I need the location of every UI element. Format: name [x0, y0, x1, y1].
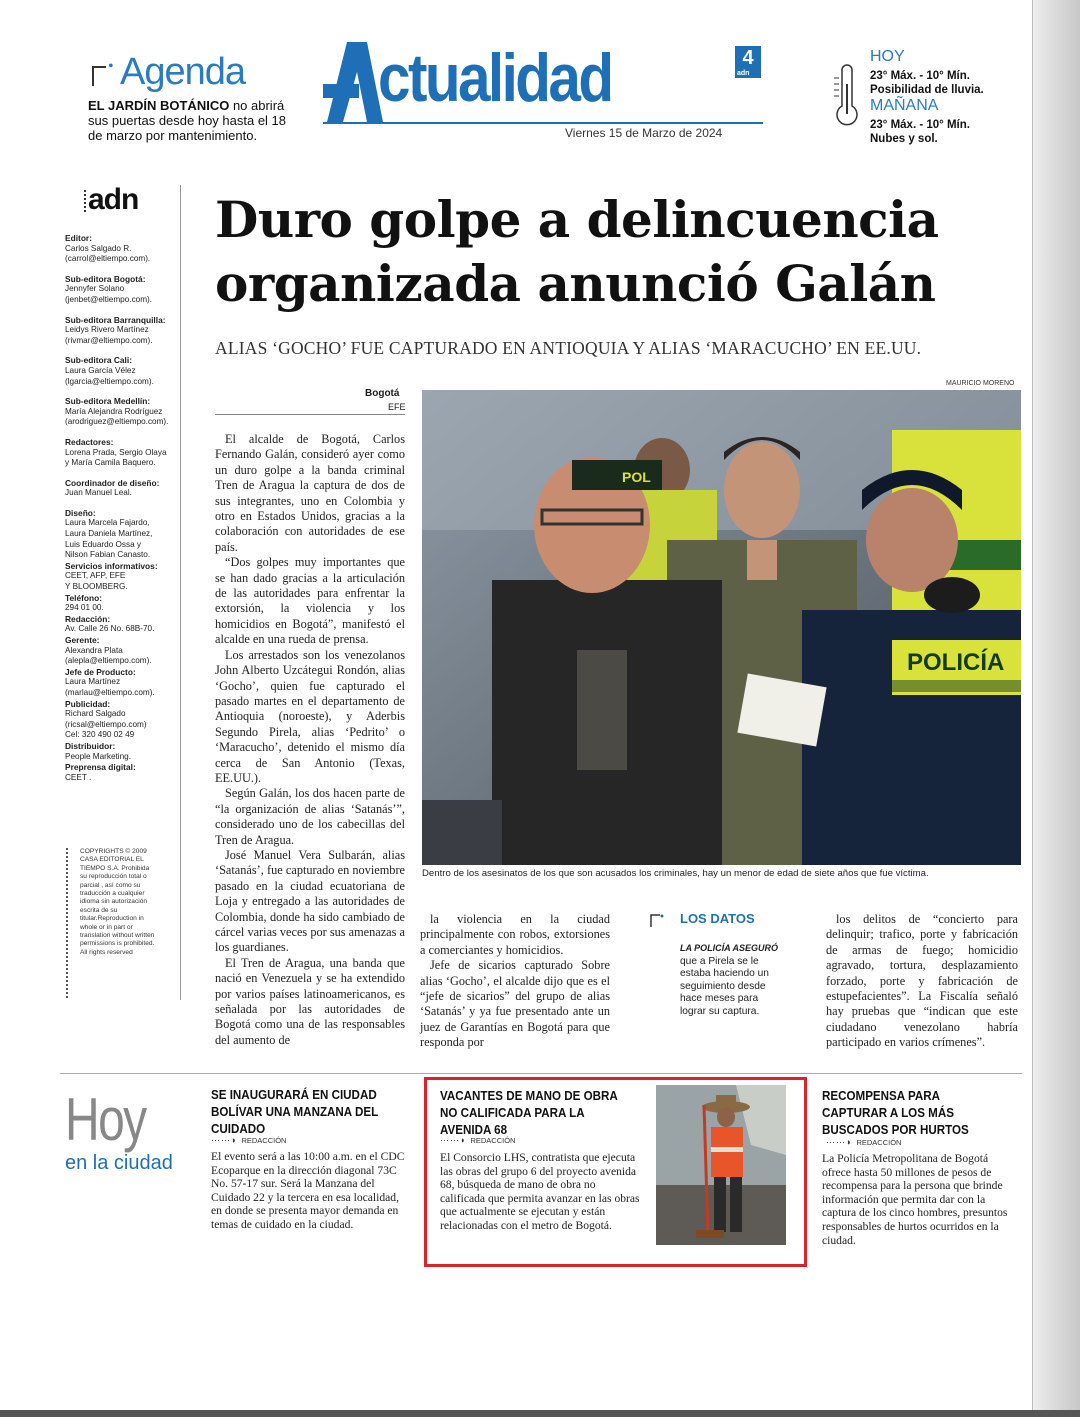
- article-paragraph: la violencia en la ciudad principalmente con robos, extorsiones a comerciantes y homicidios.: [420, 912, 610, 957]
- article-column-4: [826, 912, 1018, 1051]
- staff-line: Carlos Salgado R.: [65, 243, 132, 253]
- staff-line: María Alejandra Rodríguez: [65, 406, 163, 416]
- page-edge-shadow: [1033, 0, 1080, 1417]
- weather-tomorrow-temp: 23° Máx. - 10° Mín.: [870, 119, 970, 131]
- staff-line: Laura Marcela Fajardo,: [65, 518, 150, 528]
- brief-2-title: VACANTES DE MANO DE OBRA NO CALIFICADA PARA LA AVENIDA 68: [440, 1088, 618, 1137]
- brief-2-text: El Consorcio LHS, contratista que ejecuta las obras del grupo 6 del proyecto avenida 68, búsqueda de mano de obra no calificada que permita avanzar en las obras que actualmente se ejecutan y están relacionadas con el metro de Bogotá.: [440, 1151, 640, 1232]
- section-divider: [60, 1073, 1022, 1074]
- article-paragraph: Según Galán, los dos hacen parte de “la organización de alias ‘Satanás’”, considerado uno de los cabecillas del Tren de Aragua.: [215, 786, 405, 847]
- brief-2-byline-label: REDACCIÓN: [470, 1136, 516, 1145]
- staff-line: (rivmar@eltiempo.com).: [65, 335, 153, 345]
- staff-line: 294 01 00.: [65, 603, 104, 613]
- staff-line: Leidys Rivero Martínez: [65, 325, 149, 335]
- staff-line: Juan Manuel Leal.: [65, 488, 132, 498]
- brief-3-text: La Policía Metropolitana de Bogotá ofrece hasta 50 millones de pesos de recompensa para la persona que brinde información que permita dar con la captura de los cinco hombres, presuntos responsables de hurtos ocurridos en la ciudad.: [822, 1152, 1008, 1247]
- article-paragraph: Jefe de sicarios capturado Sobre alias ‘Gocho’, el alcalde dijo que es el “jefe de sicarios” del grupo de alias ‘Satanás’ y ya fue presentado ante un juez de Garantías en Bogotá para que responda por: [420, 958, 610, 1050]
- staff-role: Coordinador de diseño:: [65, 477, 160, 488]
- staff-role: Diseño:: [65, 507, 96, 518]
- brief-3-title: RECOMPENSA PARA CAPTURAR A LOS MÁS BUSCADOS POR HURTOS: [822, 1088, 969, 1137]
- header-divider: [323, 122, 763, 124]
- staff-role: Sub-editora Bogotá:: [65, 273, 146, 284]
- weather-tomorrow-desc: Nubes y sol.: [870, 133, 938, 145]
- staff-line: (alepla@eltiempo.com).: [65, 656, 152, 666]
- svg-text:POLICÍA: POLICÍA: [907, 649, 1005, 676]
- article-deck: ALIAS ‘GOCHO’ FUE CAPTURADO EN ANTIOQUIA Y ALIAS ‘MARACUCHO’ EN EE.UU.: [215, 338, 922, 358]
- staff-entry: [65, 561, 181, 593]
- page-badge: adn: [737, 70, 750, 77]
- staff-entry: [65, 478, 181, 499]
- staff-entry: [65, 355, 181, 387]
- article-column-1: [215, 432, 405, 1048]
- staff-line: Alexandra Plata: [65, 645, 123, 655]
- staff-role: Gerente:: [65, 635, 100, 645]
- staff-entry: [65, 635, 181, 667]
- article-headline: Duro golpe a delincuencia organizada anunció Galán: [215, 190, 939, 313]
- brief-1-title: SE INAUGURARÁ EN CIUDAD BOLÍVAR UNA MANZANA DEL CUIDADO: [211, 1087, 378, 1136]
- staff-line: CEET .: [65, 772, 92, 782]
- staff-role: Teléfono:: [65, 592, 103, 603]
- staff-role: Preprensa digital:: [65, 762, 136, 773]
- svg-text:POL: POL: [622, 469, 651, 485]
- staff-role: Servicios informativos:: [65, 560, 158, 571]
- byline-dots-icon: ⋯⋯◗: [826, 1137, 853, 1147]
- article-paragraph: los delitos de “concierto para delinquir; trafico, porte y fabricación de armas de fuego; homicidio agravado, tortura, desplazamiento forzado, porte y fabricación de estupefacientes”. La Fiscalía señaló hay pruebas que “indican que este ciudadano venezolano habría participado en varios crímenes”.: [826, 912, 1018, 1050]
- weather-today-desc: Posibilidad de lluvia.: [870, 84, 984, 96]
- section-title: ctualidad: [378, 40, 612, 116]
- worker-photo: [656, 1085, 786, 1245]
- staff-role: Redactores:: [65, 436, 114, 447]
- staff-list: [65, 233, 181, 783]
- staff-line: Laura Daniela Martínez,: [65, 529, 153, 539]
- staff-line: Richard Salgado: [65, 709, 126, 719]
- photo-caption: Dentro de los asesinatos de los que son acusados los criminales, hay un menor de edad de siete años que fue víctima.: [422, 868, 929, 879]
- staff-role: Publicidad:: [65, 698, 111, 709]
- weather-today-text: [870, 69, 984, 97]
- staff-line: (marlau@eltiempo.com).: [65, 687, 155, 697]
- brief-2-byline: [440, 1130, 515, 1148]
- staff-line: Y BLOOMBERG.: [65, 582, 128, 592]
- staff-entry: [65, 315, 181, 347]
- staff-entry: [65, 233, 181, 265]
- staff-role: Sub-editora Cali:: [65, 355, 133, 366]
- los-datos-title: LOS DATOS: [680, 911, 755, 926]
- staff-line: Luis Eduardo Ossa y: [65, 539, 142, 549]
- photo-credit: MAURICIO MORENO: [946, 380, 1015, 387]
- byline-dots-icon: ⋯⋯◗: [440, 1135, 467, 1145]
- weather-today-label: HOY: [870, 48, 905, 65]
- brief-3-byline-label: REDACCIÓN: [856, 1138, 902, 1147]
- staff-role: Redacción:: [65, 613, 111, 624]
- weather-tomorrow-text: [870, 118, 970, 146]
- staff-role: Editor:: [65, 233, 92, 243]
- weather-today-temp: 23° Máx. - 10° Mín.: [870, 70, 970, 82]
- staff-role: Jefe de Producto:: [65, 666, 136, 677]
- staff-line: People Marketing.: [65, 751, 131, 761]
- article-dateline-city: Bogotá: [365, 388, 400, 399]
- page-number: 4: [735, 46, 761, 78]
- agenda-text: [88, 98, 288, 143]
- staff-role: Sub-editora Medellín:: [65, 396, 151, 407]
- staff-line: (arodriguez@eltiempo.com).: [65, 417, 169, 427]
- thermometer-icon: [832, 64, 862, 130]
- brief-1-byline: [211, 1130, 286, 1148]
- agenda-lead: EL JARDÍN BOTÁNICO: [88, 98, 230, 113]
- agenda-title: Agenda: [120, 51, 246, 93]
- staff-line: Jennyfer Solano: [65, 284, 125, 294]
- staff-entry: [65, 699, 181, 741]
- section-logo-letter-a: [323, 42, 383, 122]
- staff-line: Lorena Prada, Sergio Olaya: [65, 447, 167, 457]
- page-bottom-edge: [0, 1410, 1080, 1417]
- article-agency: EFE: [388, 402, 406, 412]
- agenda-body: no abrirá sus puertas desde hoy hasta el 18 de marzo por mantenimiento.: [88, 98, 287, 143]
- article-photo: [422, 390, 1021, 865]
- staff-entry: [65, 508, 181, 561]
- article-paragraph: José Manuel Vera Sulbarán, alias ‘Satanás’, fue capturado en noviembre pasado en la ciudad ecuatoriana de Loja y entregado a las autoridades de Colombia, donde ha sido cambiado de cárcel varias veces por sus amenazas a los guardianes.: [215, 847, 405, 955]
- city-section-title: Hoy: [65, 1086, 146, 1153]
- staff-line: Cel: 320 490 02 49: [65, 730, 135, 740]
- article-column-2: [420, 912, 610, 1051]
- staff-entry: [65, 741, 181, 762]
- agenda-bracket-icon: [92, 66, 106, 86]
- staff-entry: [65, 437, 181, 469]
- staff-entry: [65, 614, 181, 635]
- staff-line: Laura García Vélez: [65, 365, 136, 375]
- article-paragraph: El Tren de Aragua, una banda que nació en Venezuela y se ha extendido por varios países latinoamericanos, es señalada por las autoridades de Bogotá como una de las responsables del aumento de: [215, 955, 405, 1047]
- adn-logo: adn: [88, 183, 139, 216]
- staff-line: (ricsal@eltiempo.com): [65, 719, 147, 729]
- staff-role: Sub-editora Barranquilla:: [65, 314, 166, 325]
- article-paragraph: El alcalde de Bogotá, Carlos Fernando Galán, consideró ayer como un duro golpe a la banda criminal Tren de Aragua la captura de dos de sus integrantes, uno en Colombia y otro en Estados Unidos, gracias a la colaboración con autoridades de ese país.: [215, 432, 405, 554]
- staff-entry: [65, 593, 181, 614]
- staff-line: (lgarcia@eltiempo.com).: [65, 376, 154, 386]
- staff-line: Av. Calle 26 No. 68B-70.: [65, 624, 155, 634]
- article-paragraph: Los arrestados son los venezolanos John Alberto Uzcátegui Rondón, alias ‘Gocho’, quien fue capturado el pasado martes en el departamento de Antioquia (noroeste), y Aderbis Segundo Pirela, alias ‘Pedrito’ o ‘Maracucho’, detenido el mismo día cerca de San Antonio (Texas, EE.UU.).: [215, 647, 405, 785]
- byline-dots-icon: ⋯⋯◗: [211, 1135, 238, 1145]
- byline-divider: [215, 414, 405, 415]
- los-datos-bracket-icon: [650, 914, 664, 928]
- staff-line: Laura Martínez: [65, 677, 121, 687]
- staff-entry: [65, 274, 181, 306]
- staff-line: CEET, AFP, EFE: [65, 571, 126, 581]
- staff-line: y María Camila Baquero.: [65, 458, 156, 468]
- brief-1-text: El evento será a las 10:00 a.m. en el CDC Ecoparque en la dirección diagonal 73C No. 57-17 sur. Será la Manzana del Cuidado 22 y la tercera en esa localidad, en donde se presenta mayor demanda en temas de cuidado en la ciudad.: [211, 1150, 405, 1231]
- los-datos-text: [680, 942, 780, 1019]
- staff-line: Nilson Fabian Canasto.: [65, 550, 151, 560]
- staff-entry: [65, 667, 181, 699]
- copyright-notice: COPYRIGHTS © 2009 CASA EDITORIAL EL TIEMPO S.A. Prohibida su reproducción total o parcial , así como su traducción a cualquier idioma sin autorización escrita de su titular.Reproduction in whole or in part or translation without written permissions is prohibited. All rights reserved: [80, 848, 155, 956]
- brief-1-byline-label: REDACCIÓN: [241, 1136, 287, 1145]
- staff-role: Distribuidor:: [65, 740, 116, 751]
- staff-entry: [65, 762, 181, 783]
- article-paragraph: “Dos golpes muy importantes que se han dado gracias a la articulación de las autoridades para enfrentar la extorsión, la violencia y los homicidios en Bogotá”, manifestó el alcalde en una rueda de prensa.: [215, 555, 405, 647]
- issue-date: Viernes 15 de Marzo de 2024: [565, 126, 723, 140]
- weather-tomorrow-label: MAÑANA: [870, 97, 939, 114]
- city-section-subtitle: en la ciudad: [65, 1152, 173, 1174]
- brief-3-byline: [826, 1132, 901, 1150]
- copyright-border: [66, 848, 78, 998]
- agenda-dot-icon: •: [108, 58, 114, 75]
- staff-line: (carrol@eltiempo.com).: [65, 254, 151, 264]
- staff-entry: [65, 396, 181, 428]
- los-datos-lead: LA POLICÍA ASEGURÓ: [680, 943, 779, 953]
- staff-line: (jenbet@eltiempo.com).: [65, 294, 153, 304]
- los-datos-body: que a Pirela se le estaba haciendo un seguimiento desde hace meses para lograr su captura.: [680, 955, 769, 1017]
